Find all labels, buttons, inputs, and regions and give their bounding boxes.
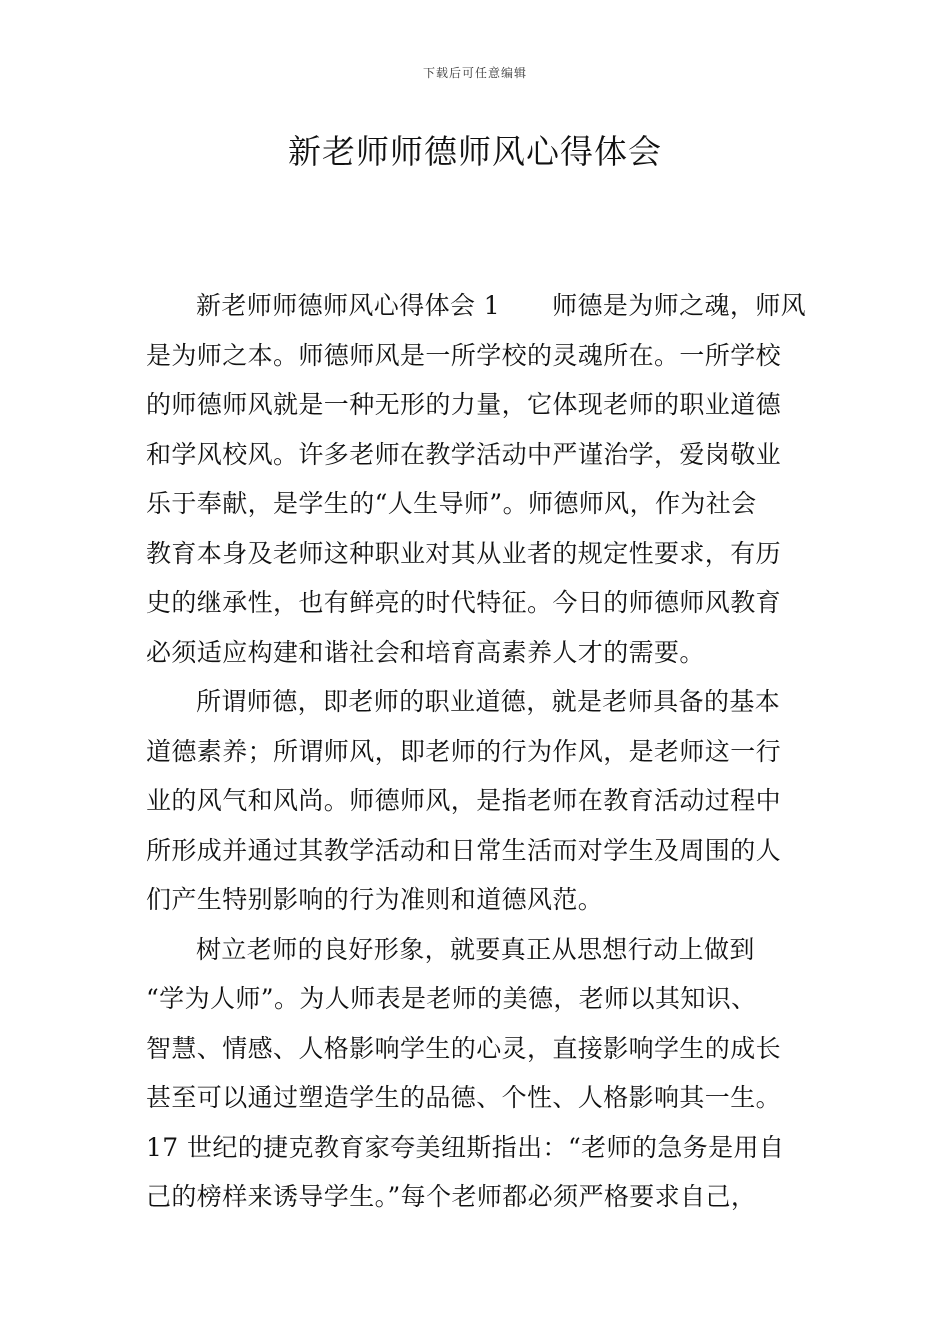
- header-note: 下载后可任意编辑: [422, 66, 527, 80]
- paragraph-3-line: “学为人师”。为人师表是老师的美德，老师以其知识、: [146, 984, 757, 1013]
- document-body: [146, 281, 811, 1222]
- paragraph-1-line: 乐于奉献，是学生的“人生导师”。师德师风，作为社会: [146, 489, 757, 518]
- paragraph-2-line: 所谓师德，即老师的职业道德，就是老师具备的基本: [196, 687, 781, 716]
- paragraph-2-line: 道德素养；所谓师风，即老师的行为作风，是老师这一行: [146, 736, 782, 766]
- document-title: 新老师师德师风心得体会: [288, 132, 662, 171]
- paragraph-3-line: 智慧、情感、人格影响学生的心灵，直接影响学生的成长: [146, 1033, 782, 1063]
- paragraph-1-line: 史的继承性，也有鲜亮的时代特征。今日的师德师风教育: [146, 588, 782, 617]
- paragraph-3-line: 己的榜样来诱导学生。”每个老师都必须严格要求自己，: [146, 1182, 757, 1211]
- paragraph-1-line: 必须适应构建和谐社会和培育高素养人才的需要。: [146, 637, 705, 667]
- paragraph-1-line: 是为师之本。师德师风是一所学校的灵魂所在。一所学校: [146, 340, 782, 370]
- paragraph-3-line: 17 世纪的捷克教育家夸美纽斯指出：“老师的急务是用自: [146, 1132, 785, 1162]
- paragraph-1-line: 的师德师风就是一种无形的力量，它体现老师的职业道德: [146, 390, 782, 419]
- section-heading: 新老师师德师风心得体会 1: [196, 291, 501, 320]
- paragraph-3-line: 树立老师的良好形象，就要真正从思想行动上做到: [196, 934, 755, 964]
- paragraph-2-line: 业的风气和风尚。师德师风，是指老师在教育活动过程中: [146, 786, 782, 815]
- paragraph-3-line: 甚至可以通过塑造学生的品德、个性、人格影响其一生。: [146, 1083, 782, 1112]
- paragraph-text: 师德是为师之魂，师风: [552, 291, 807, 320]
- paragraph-2-line: 所形成并通过其教学活动和日常生活而对学生及周围的人: [146, 835, 782, 865]
- paragraph-1-line: 和学风校风。许多老师在教学活动中严谨治学，爱岗敬业: [146, 439, 782, 469]
- paragraph-1-line: 教育本身及老师这种职业对其从业者的规定性要求，有历: [146, 538, 782, 568]
- paragraph-2-line: 们产生特别影响的行为准则和道德风范。: [146, 885, 604, 914]
- paragraph-1-line-1: [146, 281, 811, 331]
